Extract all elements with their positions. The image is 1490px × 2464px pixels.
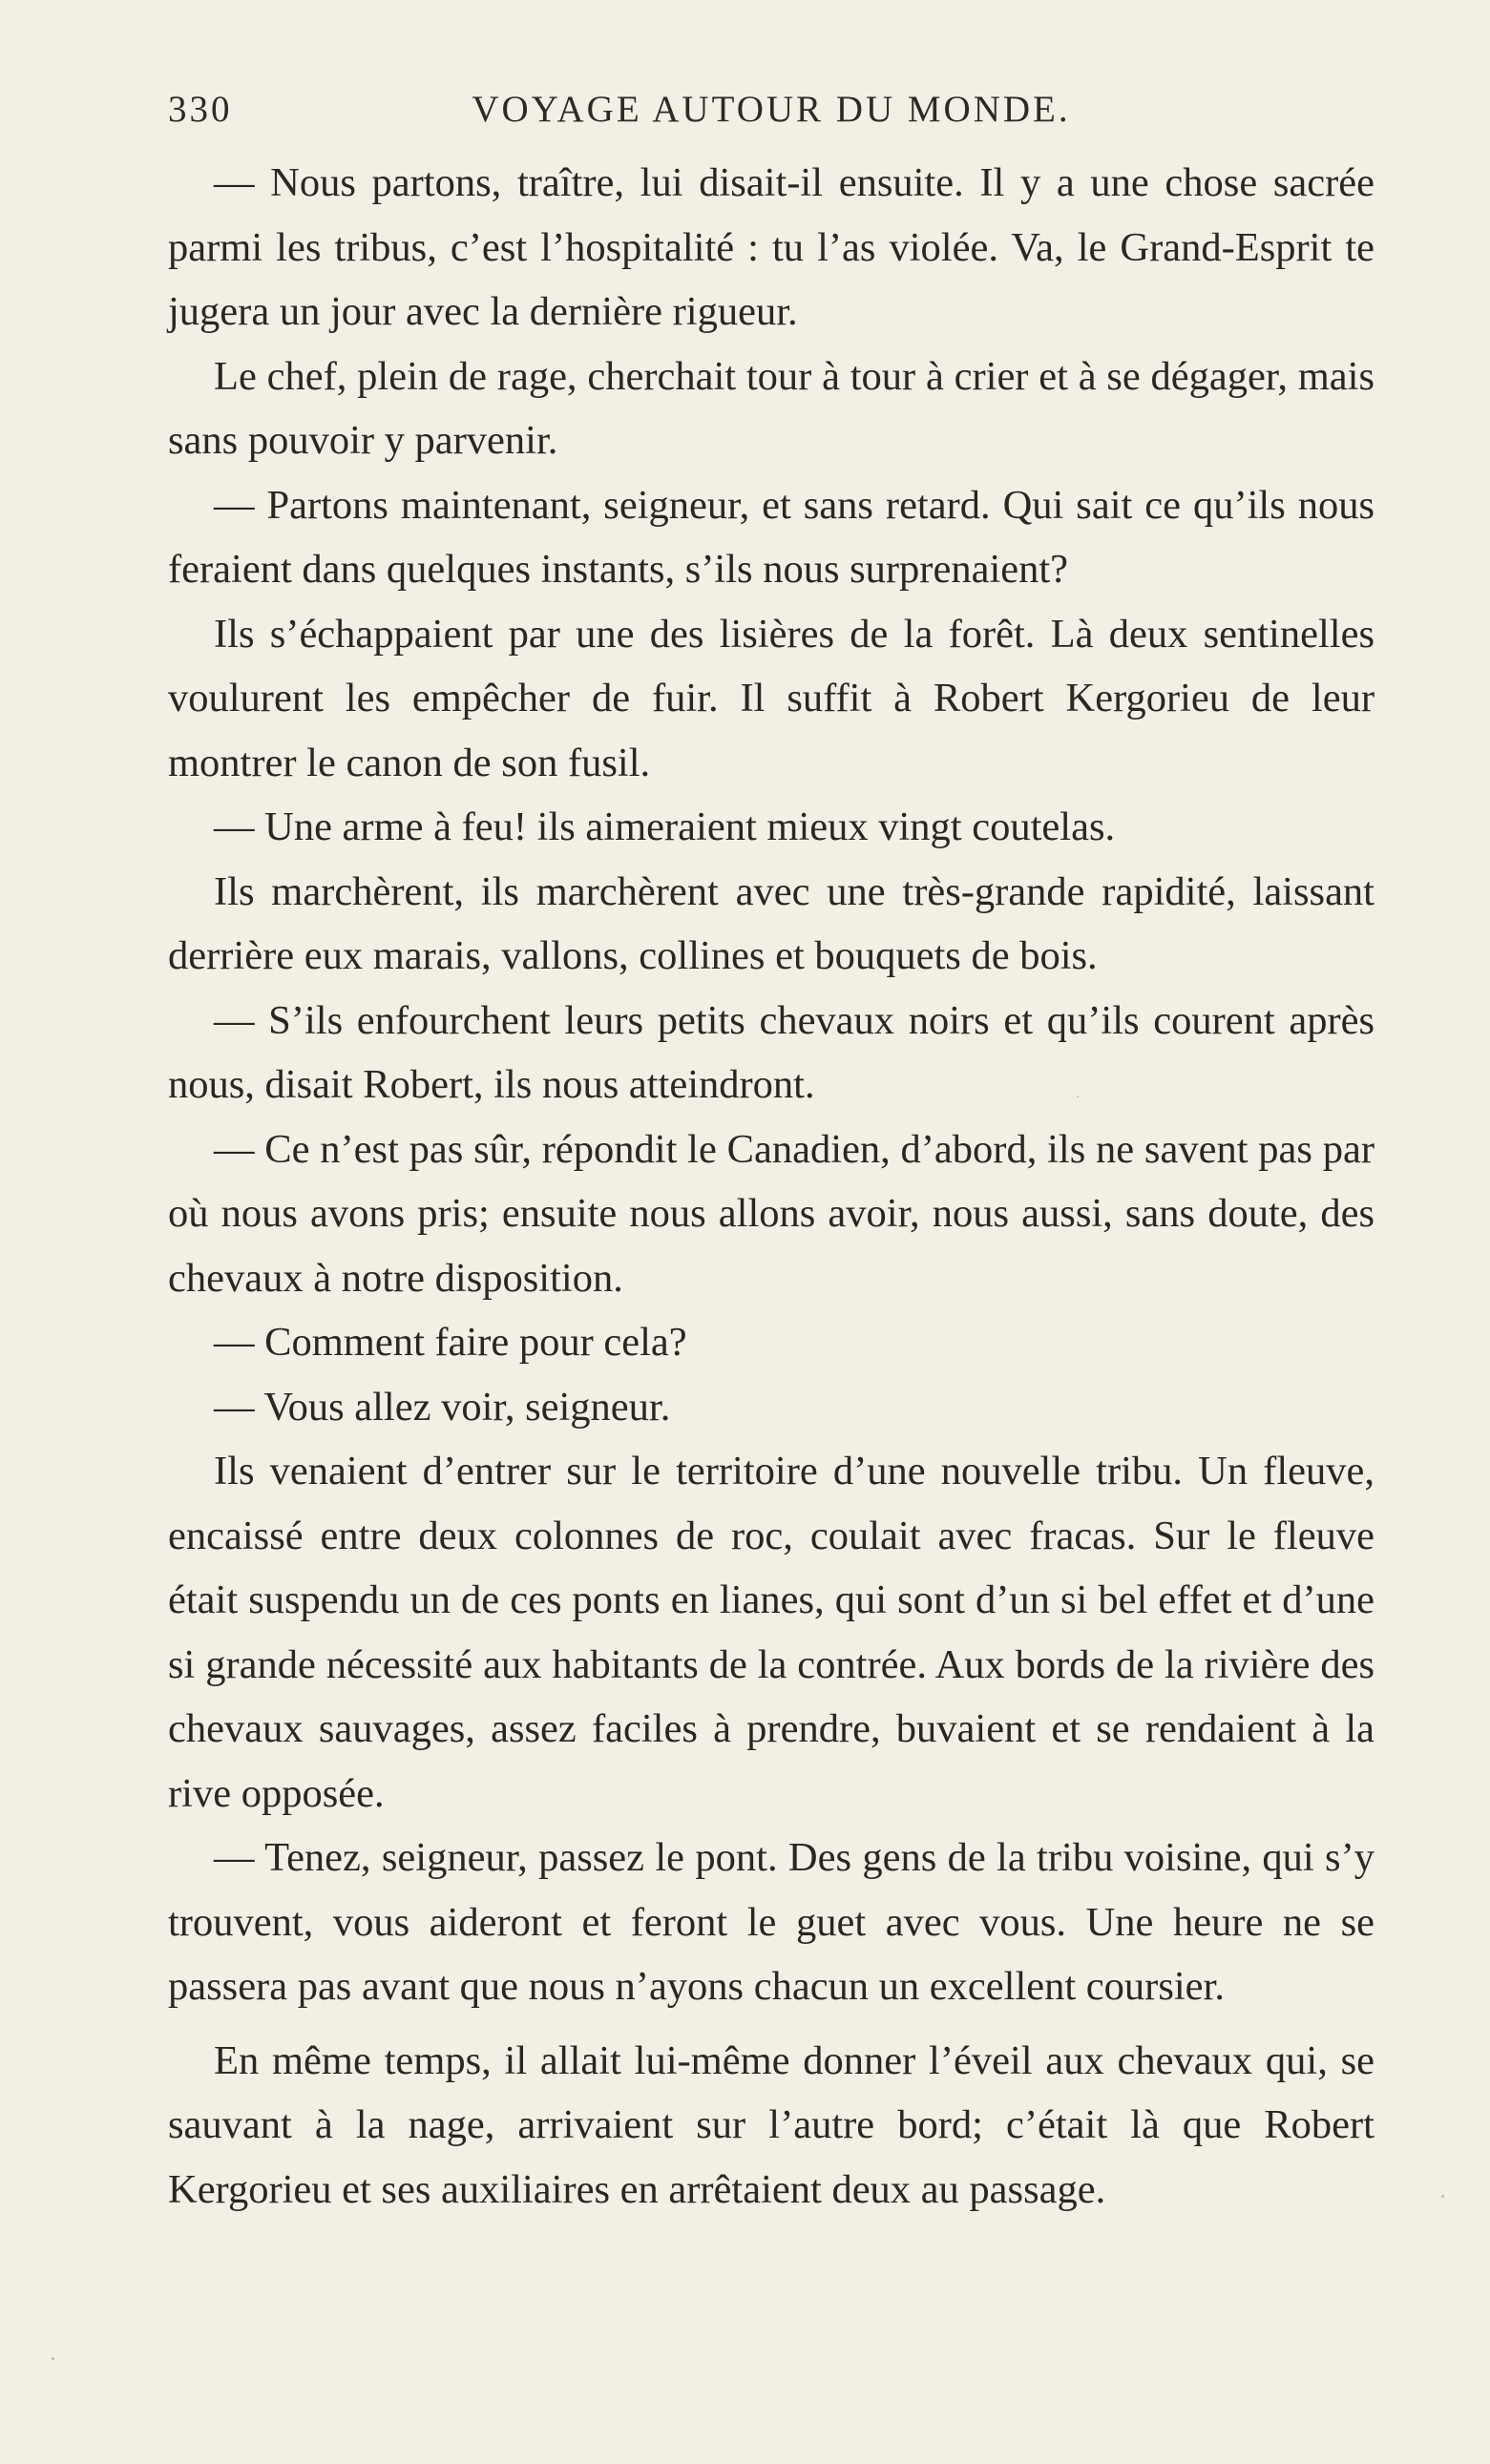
paragraph: — Ce n’est pas sûr, répondit le Canadien, d’abord, ils ne savent pas par où nous avons pris; ensuite nous allons avoir, nous aussi, sans doute, des chevaux à notre disposition. bbox=[168, 1126, 1375, 1301]
paragraph: En même temps, il allait lui-même donner l’éveil aux chevaux qui, se sauvant à la nage, arrivaient sur l’autre bord; c’était là que Robert Kergorieu et ses auxiliaires en arrêtaient deux au passage. bbox=[168, 2037, 1375, 2212]
paragraph: Ils venaient d’entrer sur le territoire d’une nouvelle tribu. Un fleuve, encaissé entre deux colonnes de roc, coulait avec fracas. Sur le fleuve était suspendu un de ces ponts en lianes, qui sont d’un si bel effet et d’une si grande nécessité aux habitants de la contrée. Aux bords de la rivière des chevaux sauvages, assez faciles à prendre, buvaient et se rendaient à la rive opposée. bbox=[168, 1449, 1375, 1816]
running-title: VOYAGE AUTOUR DU MONDE. bbox=[472, 89, 1071, 130]
paragraph: — Vous allez voir, seigneur. bbox=[214, 1384, 671, 1430]
paragraph: Le chef, plein de rage, cherchait tour à tour à crier et à se dégager, mais sans pouvoir y parvenir. bbox=[168, 353, 1375, 463]
paragraph: Ils s’échappaient par une des lisières de la forêt. Là deux sentinelles voulurent les empêcher de fuir. Il suffit à Robert Kergorieu de leur montrer le canon de son fusil. bbox=[168, 611, 1375, 785]
body-text bbox=[168, 151, 1375, 2222]
paper-speck bbox=[1441, 2195, 1444, 2198]
paragraph: — Tenez, seigneur, passez le pont. Des gens de la tribu voisine, qui s’y trouvent, vous aideront et feront le guet avec vous. Une heure ne se passera pas avant que nous n’ayons chacun un excellent coursier. bbox=[168, 1835, 1375, 2009]
paper-speck bbox=[1077, 1096, 1079, 1097]
paragraph: — S’ils enfourchent leurs petits chevaux noirs et qu’ils courent après nous, disait Robert, ils nous atteindront. bbox=[168, 997, 1375, 1107]
paragraph: — Nous partons, traître, lui disait-il ensuite. Il y a une chose sacrée parmi les tribus, c’est l’hospitalité : tu l’as violée. Va, le Grand-Esprit te jugera un jour avec la dernière rigueur. bbox=[168, 160, 1375, 334]
paragraph: Ils marchèrent, ils marchèrent avec une très-grande rapidité, laissant derrière eux marais, vallons, collines et bouquets de bois. bbox=[168, 868, 1375, 978]
page-number: 330 bbox=[168, 89, 233, 130]
page-header bbox=[168, 88, 1375, 141]
paragraph: — Comment faire pour cela? bbox=[214, 1320, 687, 1365]
paragraph: — Partons maintenant, seigneur, et sans retard. Qui sait ce qu’ils nous feraient dans quelques instants, s’ils nous surprenaient? bbox=[168, 482, 1375, 592]
paper-speck bbox=[52, 2357, 54, 2360]
paragraph: — Une arme à feu! ils aimeraient mieux vingt coutelas. bbox=[214, 804, 1116, 849]
